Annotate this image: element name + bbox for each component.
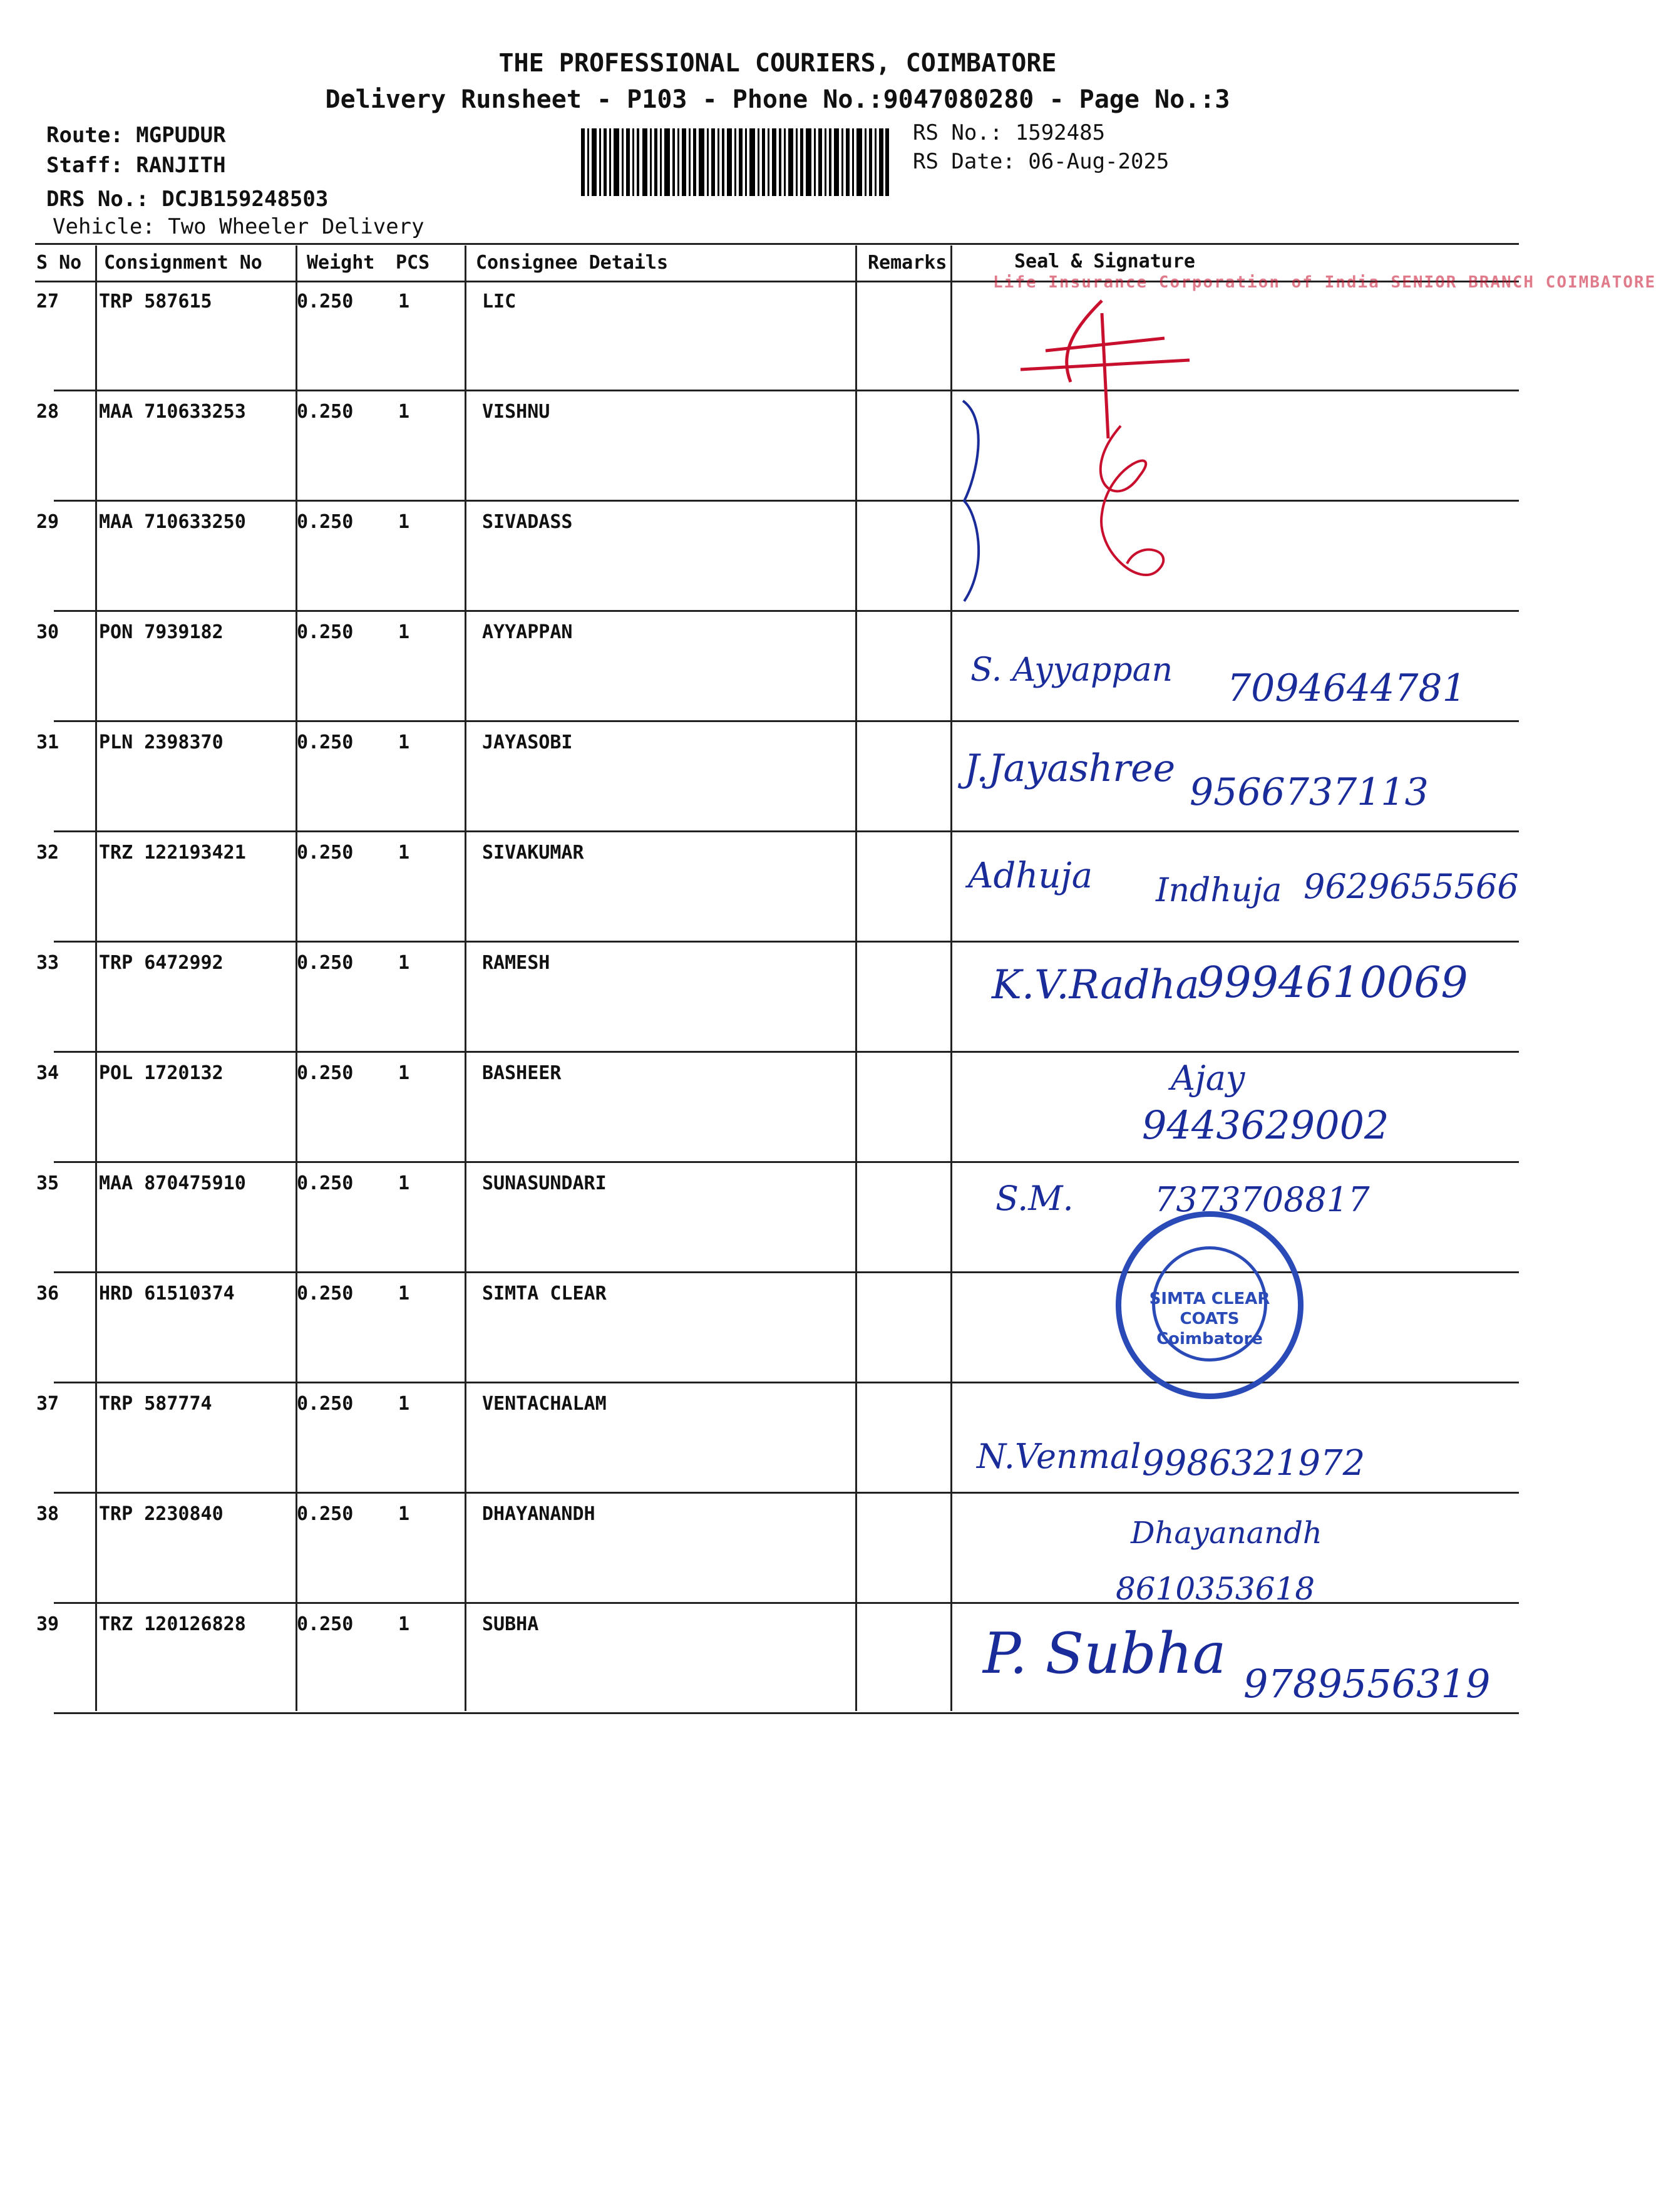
row-sno: 37 [36,1393,59,1415]
phone-jayasobi: 9566737113 [1190,770,1429,814]
row-consignee: SIMTA CLEAR [482,1283,607,1305]
signature-sunasundari: S.M. [995,1179,1074,1218]
col-seal-signature: Seal & Signature [1014,251,1195,272]
route-label: Route: MGPUDUR [46,123,226,148]
row-consignee: SIVAKUMAR [482,842,584,864]
col-divider [855,245,857,1711]
name-sivakumar: Indhuja [1156,872,1282,909]
row-pcs: 1 [398,1172,410,1194]
col-divider [95,245,97,1711]
row-weight: 0.250 [297,401,354,423]
row-sno: 31 [36,731,59,753]
row-consignee: SUNASUNDARI [482,1172,607,1194]
row-rule [54,1271,1519,1273]
rs-date: RS Date: 06-Aug-2025 [913,149,1170,174]
row-weight: 0.250 [297,1172,354,1194]
signature-basheer: Ajay [1171,1058,1245,1098]
row-consignment: HRD 61510374 [99,1283,235,1305]
row-consignment: MAA 710633253 [99,401,246,423]
row-pcs: 1 [398,1393,410,1415]
row-sno: 29 [36,511,59,533]
row-sno: 32 [36,842,59,864]
row-pcs: 1 [398,621,410,643]
row-rule [54,1051,1519,1053]
phone-subha: 9789556319 [1243,1661,1491,1707]
row-consignment: TRP 587615 [99,291,212,313]
phone-ramesh: 9994610069 [1197,958,1468,1008]
col-pcs: PCS [396,252,430,274]
row-sno: 27 [36,291,59,313]
signature-sivakumar: Adhuja [968,855,1093,896]
row-sno: 36 [36,1283,59,1305]
row-consignment: TRP 6472992 [99,952,224,974]
company-title: THE PROFESSIONAL COURIERS, COIMBATORE [498,49,1057,78]
row-weight: 0.250 [297,1062,354,1084]
barcode [581,128,889,196]
row-consignment: POL 1720132 [99,1062,224,1084]
phone-ayyappan: 7094644781 [1227,666,1466,710]
row-sno: 39 [36,1613,59,1635]
row-rule [54,941,1519,943]
row-pcs: 1 [398,952,410,974]
row-pcs: 1 [398,842,410,864]
row-sno: 35 [36,1172,59,1194]
row-pcs: 1 [398,291,410,313]
signature-dhayanandh: Dhayanandh [1131,1516,1322,1551]
row-weight: 0.250 [297,1283,354,1305]
table-bottom-rule [54,1712,1519,1714]
simta-stamp-text: SIMTA CLEAR COATS Coimbatore [1149,1289,1270,1348]
row-consignee: BASHEER [482,1062,562,1084]
row-rule [54,830,1519,832]
drs-label: DRS No.: DCJB159248503 [46,187,329,212]
row-consignee: VISHNU [482,401,550,423]
row-weight: 0.250 [297,952,354,974]
row-pcs: 1 [398,731,410,753]
row-consignee: AYYAPPAN [482,621,573,643]
phone-dhayanandh: 8610353618 [1116,1571,1315,1607]
row-consignee: SIVADASS [482,511,573,533]
row-pcs: 1 [398,1062,410,1084]
signature-ayyappan: S. Ayyappan [970,651,1173,689]
row-rule [54,1382,1519,1383]
col-weight: Weight [307,252,375,274]
table-top-rule [35,243,1519,245]
row-consignment: PON 7939182 [99,621,224,643]
row-rule [54,1492,1519,1494]
row-consignment: MAA 710633250 [99,511,246,533]
signature-subha: P. Subha [983,1621,1227,1687]
lic-stamp-text: Life Insurance Corporation of India SENIOR BRANCH COIMBATORE [993,273,1656,292]
row-pcs: 1 [398,1283,410,1305]
vehicle-label: Vehicle: Two Wheeler Delivery [53,214,424,239]
row-consignment: TRZ 120126828 [99,1613,246,1635]
col-sno: S No [36,252,82,274]
row-consignment: MAA 870475910 [99,1172,246,1194]
col-divider [465,245,466,1711]
signature-jayasobi: J.Jayashree [964,747,1176,790]
row-sno: 28 [36,401,59,423]
phone-sunasundari: 7373708817 [1155,1180,1370,1219]
row-sno: 30 [36,621,59,643]
signature-ventachalam: N.Venmal [977,1437,1141,1476]
row-weight: 0.250 [297,1503,354,1525]
row-sno: 38 [36,1503,59,1525]
row-weight: 0.250 [297,621,354,643]
row-pcs: 1 [398,401,410,423]
row-pcs: 1 [398,1503,410,1525]
runsheet-subtitle: Delivery Runsheet - P103 - Phone No.:9047080280 - Page No.:3 [325,85,1230,114]
row-consignment: TRZ 122193421 [99,842,246,864]
row-consignment: PLN 2398370 [99,731,224,753]
phone-sivakumar: 9629655566 [1304,867,1519,906]
row-consignee: DHAYANANDH [482,1503,595,1525]
col-divider [296,245,297,1711]
phone-ventachalam: 9986321972 [1142,1443,1365,1484]
row-sno: 33 [36,952,59,974]
row-weight: 0.250 [297,1393,354,1415]
lic-signature-scribble [952,276,1515,614]
row-consignee: LIC [482,291,517,313]
staff-label: Staff: RANJITH [46,153,226,178]
row-consignee: VENTACHALAM [482,1393,607,1415]
row-consignee: RAMESH [482,952,550,974]
row-weight: 0.250 [297,291,354,313]
phone-basheer: 9443629002 [1142,1102,1389,1148]
row-pcs: 1 [398,1613,410,1635]
row-weight: 0.250 [297,842,354,864]
col-consignment: Consignment No [104,252,262,274]
col-remarks: Remarks [868,252,947,274]
row-weight: 0.250 [297,511,354,533]
row-consignment: TRP 587774 [99,1393,212,1415]
row-pcs: 1 [398,511,410,533]
signature-ramesh: K.V.Radha [992,962,1200,1008]
row-sno: 34 [36,1062,59,1084]
row-consignee: SUBHA [482,1613,539,1635]
rs-number: RS No.: 1592485 [913,120,1106,145]
row-rule [54,1161,1519,1163]
row-consignment: TRP 2230840 [99,1503,224,1525]
row-consignee: JAYASOBI [482,731,573,753]
row-rule [54,720,1519,722]
col-consignee: Consignee Details [476,252,669,274]
row-weight: 0.250 [297,731,354,753]
row-weight: 0.250 [297,1613,354,1635]
